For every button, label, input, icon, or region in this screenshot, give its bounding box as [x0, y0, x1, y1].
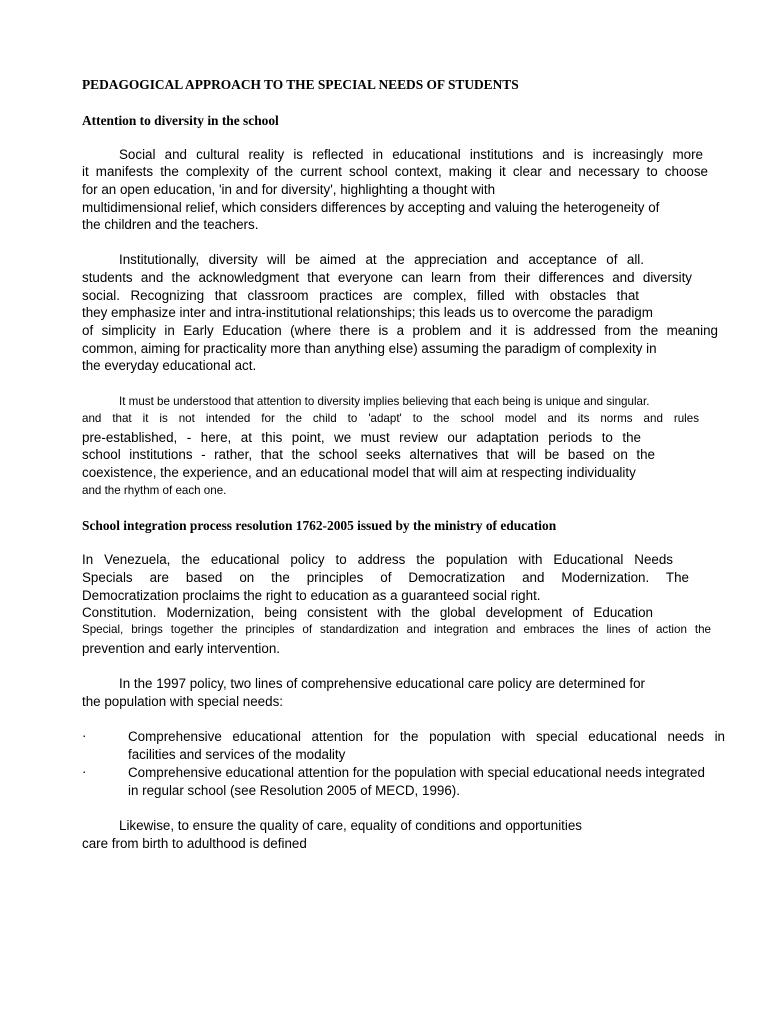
bullet-marker: ·: [82, 764, 87, 779]
section-heading: School integration process resolution 1762-2005 issued by the ministry of education: [82, 518, 557, 533]
paragraph-line: the everyday educational act.: [82, 358, 257, 373]
paragraph-line: Institutionally, diversity will be aimed at the appreciation and acceptance of all.: [119, 252, 644, 267]
paragraph-line: In the 1997 policy, two lines of comprehensive educational care policy are determined for: [119, 676, 646, 691]
paragraph-line: the children and the teachers.: [82, 217, 259, 232]
paragraph-line: In Venezuela, the educational policy to address the population with Educational Needs: [82, 552, 673, 567]
paragraph-line: the population with special needs:: [82, 694, 283, 709]
paragraph-line: Special, brings together the principles of standardization and integration and embraces the lines of action the: [82, 623, 711, 636]
paragraph-line: Democratization proclaims the right to education as a guaranteed social right.: [82, 588, 541, 603]
list-item-line: facilities and services of the modality: [128, 747, 346, 762]
paragraph-line: Specials are based on the principles of Democratization and Modernization. The: [82, 570, 689, 585]
paragraph-line: and the rhythm of each one.: [82, 484, 227, 497]
paragraph-line: it manifests the complexity of the current school context, making it clear and necessary to choose: [82, 164, 708, 179]
paragraph-line: prevention and early intervention.: [82, 641, 281, 656]
paragraph-line: Likewise, to ensure the quality of care, equality of conditions and opportunities: [119, 818, 583, 833]
paragraph-line: social. Recognizing that classroom practices are complex, filled with obstacles that: [82, 288, 639, 303]
paragraph-line: pre-established, - here, at this point, we must review our adaptation periods to the: [82, 430, 641, 445]
paragraph-line: of simplicity in Early Education (where there is a problem and it is addressed from the meaning: [82, 323, 718, 338]
list-item-line: Comprehensive educational attention for the population with special educational needs integrated: [128, 765, 705, 780]
paragraph-line: common, aiming for practicality more than anything else) assuming the paradigm of complexity in: [82, 341, 657, 356]
list-item-line: in regular school (see Resolution 2005 of MECD, 1996).: [128, 783, 460, 798]
paragraph-line: students and the acknowledgment that everyone can learn from their differences and diversity: [82, 270, 692, 285]
paragraph-line: for an open education, 'in and for diversity', highlighting a thought with: [82, 182, 496, 197]
paragraph-line: care from birth to adulthood is defined: [82, 836, 307, 851]
paragraph-line: It must be understood that attention to diversity implies believing that each being is unique and singular.: [119, 395, 650, 408]
paragraph-line: school institutions - rather, that the school seeks alternatives that will be based on the: [82, 447, 655, 462]
paragraph-line: coexistence, the experience, and an educational model that will aim at respecting individuality: [82, 465, 636, 480]
paragraph-line: and that it is not intended for the child to 'adapt' to the school model and its norms and rules: [82, 412, 699, 425]
paragraph-line: they emphasize inter and intra-institutional relationships; this leads us to overcome the paradigm: [82, 305, 653, 320]
section-heading: Attention to diversity in the school: [82, 113, 279, 128]
paragraph-line: Social and cultural reality is reflected in educational institutions and is increasingly more: [119, 147, 703, 162]
paragraph-line: multidimensional relief, which considers differences by accepting and valuing the heterogeneity of: [82, 200, 660, 215]
document-title: PEDAGOGICAL APPROACH TO THE SPECIAL NEEDS OF STUDENTS: [82, 77, 519, 92]
paragraph-line: Constitution. Modernization, being consistent with the global development of Education: [82, 605, 653, 620]
bullet-marker: ·: [82, 728, 87, 743]
list-item-line: Comprehensive educational attention for the population with special educational needs in: [128, 729, 725, 744]
